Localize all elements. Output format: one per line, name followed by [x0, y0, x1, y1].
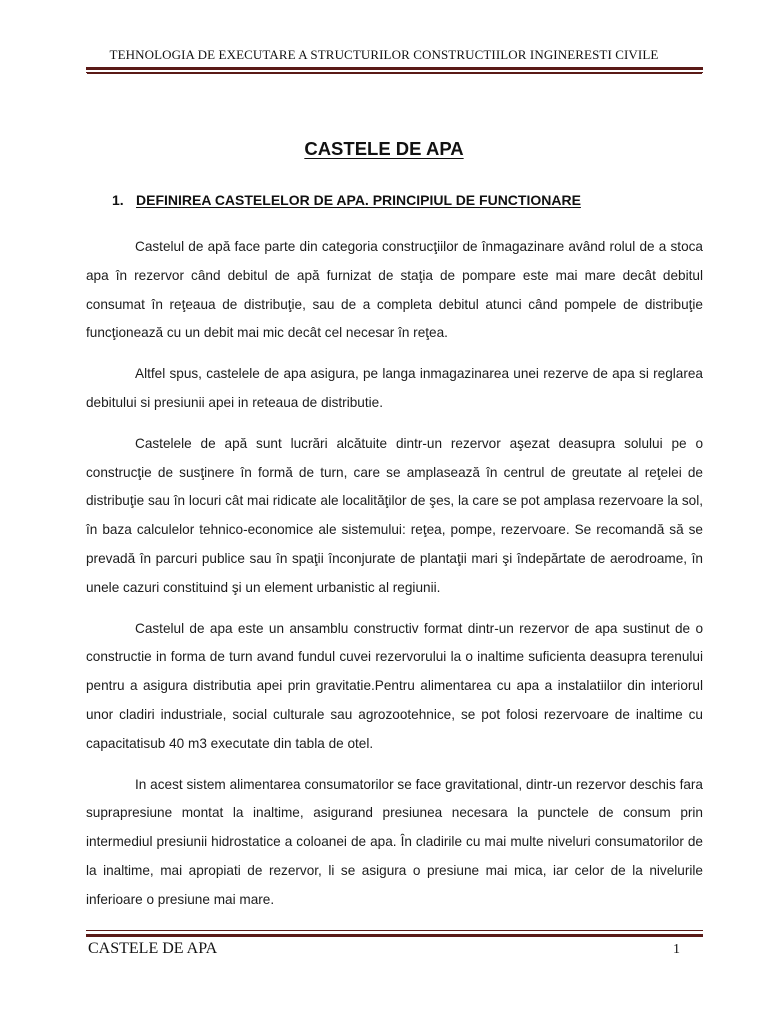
header-rule-thick: [86, 67, 703, 70]
body-text: [86, 233, 703, 927]
document-title: CASTELE DE APA: [304, 138, 464, 159]
header-rule-thin: [86, 72, 703, 73]
section-number: 1.: [112, 192, 124, 208]
section-heading: [112, 192, 581, 208]
paragraph-5: In acest sistem alimentarea consumatorilor se face gravitational, dintr-un rezervor deschis fara suprapresiune montat la inaltime, asigurand presiunea necesara la punctele de consum prin intermediul presiunii hidrostatice a coloanei de apa. În cladirile cu mai multe niveluri consumatorilor de la inaltime, mai apropiati de rezervor, li se asigura o presiune mai mica, iar celor de la nivelurile inferioare o presiune mai mare.: [86, 776, 703, 907]
section-title: DEFINIREA CASTELELOR DE APA. PRINCIPIUL DE FUNCTIONARE: [136, 192, 581, 208]
paragraph-2: Altfel spus, castelele de apa asigura, pe langa inmagazinarea unei rezerve de apa si reglarea debitului si presiunii apei in reteaua de distributie.: [86, 366, 703, 410]
footer-rule-thin: [86, 930, 703, 931]
paragraph-1: Castelul de apă face parte din categoria construcţiilor de înmagazinare având rolul de a stoca apa în rezervor când debitul de apă furnizat de staţia de pompare este mai mare decât debitul consumat în reţeaua de distribuţie, sau de a completa debitul atunci când pompele de distribuţie funcţionează cu un debit mai mic decât cel necesar în reţea.: [86, 239, 703, 341]
footer-title: CASTELE DE APA: [88, 940, 218, 957]
paragraph-4: Castelul de apa este un ansamblu constructiv format dintr-un rezervor de apa sustinut de o constructie in forma de turn avand fundul cuvei rezervorului la o inaltime suficienta deasupra terenului pentru a asigura distributia apei prin gravitatie.Pentru alimentarea cu apa a instalatiilor din interiorul unor cladiri industriale, social culturale sau agrozootehnice, se pot folosi rezervoare de inaltime cu capacitatisub 40 m3 executate din tabla de otel.: [86, 620, 703, 751]
running-header: TEHNOLOGIA DE EXECUTARE A STRUCTURILOR CONSTRUCTIILOR INGINERESTI CIVILE: [109, 47, 659, 62]
paragraph-3: Castelele de apă sunt lucrări alcătuite dintr-un rezervor aşezat deasupra solului pe o construcţie de susţinere în formă de turn, care se amplasează în centrul de greutate al reţelei de distribuţie sau în locuri cât mai ridicate ale localităţilor de şes, la care se pot amplasa rezervoare la sol, în baza calculelor tehnico-economice ale sistemului: reţea, pompe, rezervoare. Se recomandă să se prevadă în parcuri publice sau în spaţii înconjurate de plantaţii mari şi îndepărtate de aerodroame, în unele cazuri constituind şi un element urbanistic al regiunii.: [86, 435, 703, 595]
footer-rule-thick: [86, 934, 703, 937]
page-number: 1: [673, 942, 680, 957]
